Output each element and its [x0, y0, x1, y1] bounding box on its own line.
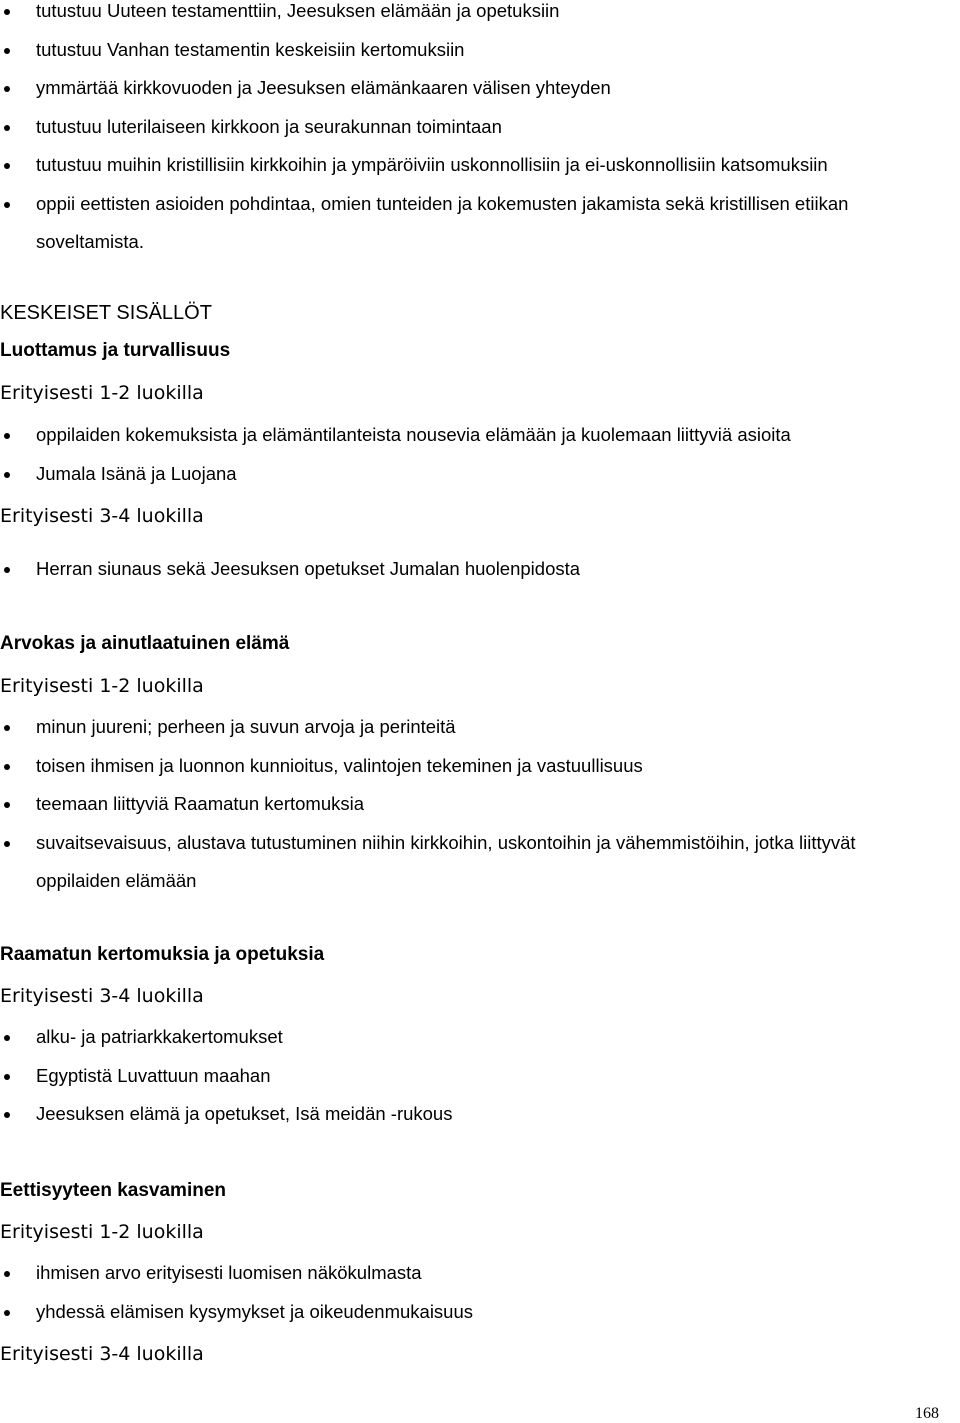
section-title: Raamatun kertomuksia ja opetuksia: [0, 944, 325, 965]
section-list: [0, 1018, 960, 1134]
grade-heading: Erityisesti 1-2 luokilla: [0, 382, 204, 404]
list-item: Jumala Isänä ja Luojana: [0, 455, 960, 494]
list-item: teemaan liittyviä Raamatun kertomuksia: [0, 785, 960, 824]
list-item: ymmärtää kirkkovuoden ja Jeesuksen elämänkaaren välisen yhteyden: [0, 69, 960, 108]
section-list: [0, 416, 960, 493]
keskeiset-heading: KESKEISET SISÄLLÖT: [0, 302, 212, 324]
list-item: minun juureni; perheen ja suvun arvoja ja perinteitä: [0, 708, 960, 747]
list-item: toisen ihmisen ja luonnon kunnioitus, valintojen tekeminen ja vastuullisuus: [0, 747, 960, 786]
grade-heading: Erityisesti 1-2 luokilla: [0, 1221, 204, 1243]
grade-heading: Erityisesti 3-4 luokilla: [0, 505, 204, 527]
section-list-block: [0, 416, 960, 493]
section-list: [0, 1254, 960, 1331]
list-item: Herran siunaus sekä Jeesuksen opetukset Jumalan huolenpidosta: [0, 550, 960, 589]
section-title: Arvokas ja ainutlaatuinen elämä: [0, 633, 290, 654]
section-list: [0, 708, 960, 901]
section-title: Eettisyyteen kasvaminen: [0, 1180, 227, 1201]
page-number: 168: [915, 1405, 939, 1422]
section-list-block: [0, 1254, 960, 1331]
list-item: yhdessä elämisen kysymykset ja oikeudenmukaisuus: [0, 1293, 960, 1332]
list-item: Jeesuksen elämä ja opetukset, Isä meidän -rukous: [0, 1095, 960, 1134]
list-item: tutustuu muihin kristillisiin kirkkoihin ja ympäröiviin uskonnollisiin ja ei-uskonnollisiin katsomuksiin: [0, 146, 960, 185]
intro-list-block: [0, 0, 960, 262]
list-item: ihmisen arvo erityisesti luomisen näkökulmasta: [0, 1254, 960, 1293]
intro-list: [0, 0, 960, 262]
grade-heading: Erityisesti 1-2 luokilla: [0, 675, 204, 697]
grade-heading: Erityisesti 3-4 luokilla: [0, 1343, 204, 1365]
section-list-block: [0, 708, 960, 901]
list-item: tutustuu luterilaiseen kirkkoon ja seurakunnan toimintaan: [0, 108, 960, 147]
section-list-block: [0, 1018, 960, 1134]
list-item: Egyptistä Luvattuun maahan: [0, 1057, 960, 1096]
section-list: [0, 550, 960, 589]
grade-heading: Erityisesti 3-4 luokilla: [0, 985, 204, 1007]
list-item: oppilaiden kokemuksista ja elämäntilanteista nousevia elämään ja kuolemaan liittyviä asioita: [0, 416, 960, 455]
list-item: tutustuu Vanhan testamentin keskeisiin kertomuksiin: [0, 31, 960, 70]
list-item: tutustuu Uuteen testamenttiin, Jeesuksen elämään ja opetuksiin: [0, 0, 960, 31]
list-item: alku- ja patriarkkakertomukset: [0, 1018, 960, 1057]
section-list-block: [0, 550, 960, 589]
section-title: Luottamus ja turvallisuus: [0, 340, 231, 361]
list-item: suvaitsevaisuus, alustava tutustuminen niihin kirkkoihin, uskontoihin ja vähemmistöihin, jotka liittyvät oppilaiden elämään: [0, 824, 960, 901]
list-item: oppii eettisten asioiden pohdintaa, omien tunteiden ja kokemusten jakamista sekä kristillisen etiikan soveltamista.: [0, 185, 960, 262]
